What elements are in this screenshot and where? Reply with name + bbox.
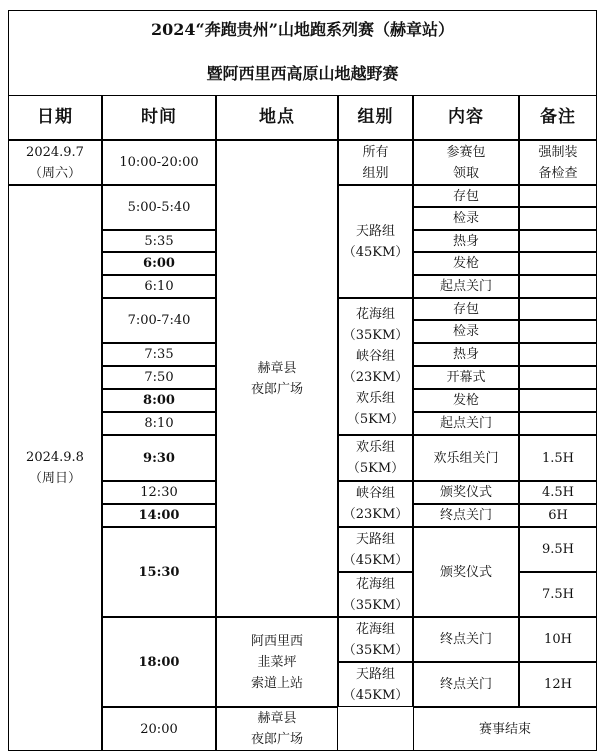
date-day1: 2024.9.7 （周六） bbox=[8, 140, 102, 185]
content-cell: 开幕式 bbox=[413, 366, 519, 389]
time-cell: 18:00 bbox=[102, 617, 216, 707]
content-cell: 检录 bbox=[413, 207, 519, 230]
content-cell: 检录 bbox=[413, 320, 519, 343]
group-cell: 所有 组别 bbox=[338, 140, 413, 185]
note-cell: 6H bbox=[519, 504, 597, 527]
content-cell: 终点关门 bbox=[413, 617, 519, 662]
date-day2: 2024.9.8 （周日） bbox=[8, 185, 102, 751]
time-cell: 7:35 bbox=[102, 343, 216, 366]
note-cell: 12H bbox=[519, 662, 597, 707]
note-cell: 强制装 备检查 bbox=[519, 140, 597, 185]
time-cell: 5:00-5:40 bbox=[102, 185, 216, 230]
group-cell: 天路组 （45KM） bbox=[338, 662, 413, 707]
content-cell: 存包 bbox=[413, 185, 519, 207]
header-date: 日期 bbox=[8, 95, 102, 140]
time-cell: 6:10 bbox=[102, 275, 216, 298]
group-cell: 花海组 （35KM） 峡谷组 （23KM） 欢乐组 （5KM） bbox=[338, 298, 413, 435]
header-notes: 备注 bbox=[519, 95, 597, 140]
group-cell: 花海组 （35KM） bbox=[338, 617, 413, 662]
content-cell-final: 赛事结束 bbox=[413, 707, 597, 751]
location-end: 赫章县 夜郎广场 bbox=[216, 707, 338, 751]
content-cell: 颁奖仪式 bbox=[413, 481, 519, 504]
content-cell: 发枪 bbox=[413, 252, 519, 275]
group-cell: 峡谷组 （23KM） bbox=[338, 481, 413, 527]
content-cell: 颁奖仪式 bbox=[413, 527, 519, 617]
time-cell: 15:30 bbox=[102, 527, 216, 617]
note-cell: 1.5H bbox=[519, 435, 597, 481]
header-time: 时间 bbox=[102, 95, 216, 140]
group-cell: 欢乐组 （5KM） bbox=[338, 435, 413, 481]
title-line-2: 暨阿西里西高原山地越野赛 bbox=[206, 63, 399, 83]
content-cell: 热身 bbox=[413, 230, 519, 252]
content-cell: 参赛包 领取 bbox=[413, 140, 519, 185]
time-cell: 7:00-7:40 bbox=[102, 298, 216, 343]
content-cell: 终点关门 bbox=[413, 662, 519, 707]
time-cell: 12:30 bbox=[102, 481, 216, 504]
group-cell: 天路组 （45KM） bbox=[338, 185, 413, 298]
time-cell: 14:00 bbox=[102, 504, 216, 527]
content-cell: 终点关门 bbox=[413, 504, 519, 527]
group-cell: 天路组 （45KM） bbox=[338, 527, 413, 572]
time-cell: 7:50 bbox=[102, 366, 216, 389]
content-cell: 起点关门 bbox=[413, 412, 519, 435]
time-cell: 20:00 bbox=[102, 707, 216, 751]
header-content: 内容 bbox=[413, 95, 519, 140]
header-location: 地点 bbox=[216, 95, 338, 140]
content-cell: 热身 bbox=[413, 343, 519, 366]
content-cell: 发枪 bbox=[413, 389, 519, 412]
location-finish-station: 阿西里西 韭菜坪 索道上站 bbox=[216, 617, 338, 707]
table-border bbox=[8, 95, 597, 751]
group-cell: 花海组 （35KM） bbox=[338, 572, 413, 617]
time-cell: 8:00 bbox=[102, 389, 216, 412]
note-cell: 9.5H bbox=[519, 527, 597, 572]
time-cell: 8:10 bbox=[102, 412, 216, 435]
location-main: 赫章县 夜郎广场 bbox=[216, 140, 338, 617]
content-cell: 起点关门 bbox=[413, 275, 519, 298]
note-cell: 4.5H bbox=[519, 481, 597, 504]
time-cell: 10:00-20:00 bbox=[102, 140, 216, 185]
header-group: 组别 bbox=[338, 95, 413, 140]
title-line-1: 2024“奔跑贵州”山地跑系列赛（赫章站） bbox=[151, 19, 454, 39]
content-cell: 存包 bbox=[413, 298, 519, 320]
time-cell: 6:00 bbox=[102, 252, 216, 275]
note-cell: 10H bbox=[519, 617, 597, 662]
content-cell: 欢乐组关门 bbox=[413, 435, 519, 481]
time-cell: 9:30 bbox=[102, 435, 216, 481]
time-cell: 5:35 bbox=[102, 230, 216, 252]
note-cell: 7.5H bbox=[519, 572, 597, 617]
